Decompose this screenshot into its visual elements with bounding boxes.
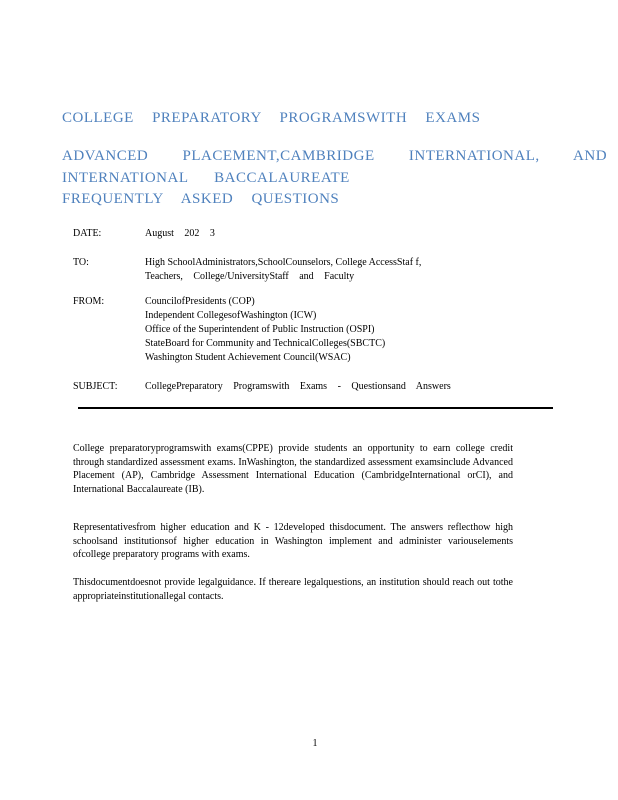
memo-date-value: August 202 3 <box>145 228 215 239</box>
memo-from-line: Washington Student Achievement Council(WSAC) <box>145 352 351 363</box>
memo-from-line: Independent CollegesofWashington (ICW) <box>145 310 317 321</box>
title-line-1: COLLEGE PREPARATORY PROGRAMSWITH EXAMS <box>62 110 481 126</box>
memo-subject-value: CollegePreparatory Programswith Exams - Questionsand Answers <box>145 381 451 392</box>
memo-from-line: Office of the Superintendent of Public Instruction (OSPI) <box>145 324 375 335</box>
body-paragraph-1: College preparatoryprogramswith exams(CPPE) provide students an opportunity to earn college credit through standardized assessment exams. InWashington, the standardized assessment examsinclude Advanced Placement (AP), Cambridge Assessment International Education (CambridgeInternational orCI), and International Baccalaureate (IB). <box>73 443 513 495</box>
memo-date-label: DATE: <box>73 228 102 239</box>
body-paragraph-3: Thisdocumentdoesnot provide legalguidance. If thereare legalquestions, an institution should reach out tothe appropriateinstitutionallegal contacts. <box>73 577 513 602</box>
memo-from-line: StateBoard for Community and TechnicalColleges(SBCTC) <box>145 338 386 349</box>
title-line-3: INTERNATIONAL BACCALAUREATE <box>62 170 350 186</box>
memo-subject-label: SUBJECT: <box>73 381 118 392</box>
title-line-4: FREQUENTLY ASKED QUESTIONS <box>62 191 340 207</box>
memo-to-line-2: Teachers, College/UniversityStaff and Faculty <box>145 271 355 282</box>
memo-from-label: FROM: <box>73 296 105 307</box>
header-divider <box>78 407 553 409</box>
memo-from-value <box>145 295 505 365</box>
title-line-2: ADVANCED PLACEMENT,CAMBRIDGE INTERNATIONAL, AND <box>62 148 608 164</box>
page-number: 1 <box>312 738 318 749</box>
body-paragraph-2: Representativesfrom higher education and K - 12developed thisdocument. The answers reflecthow high schoolsand institutionsof higher education in Washington implement and administer variouselements ofcollege preparatory programs with exams. <box>73 522 513 560</box>
memo-to-line-1: High SchoolAdministrators,SchoolCounselors, College AccessStaf f, <box>145 257 422 268</box>
memo-to-value <box>145 256 505 284</box>
memo-from-line: CouncilofPresidents (COP) <box>145 296 255 307</box>
memo-to-label: TO: <box>73 257 89 268</box>
